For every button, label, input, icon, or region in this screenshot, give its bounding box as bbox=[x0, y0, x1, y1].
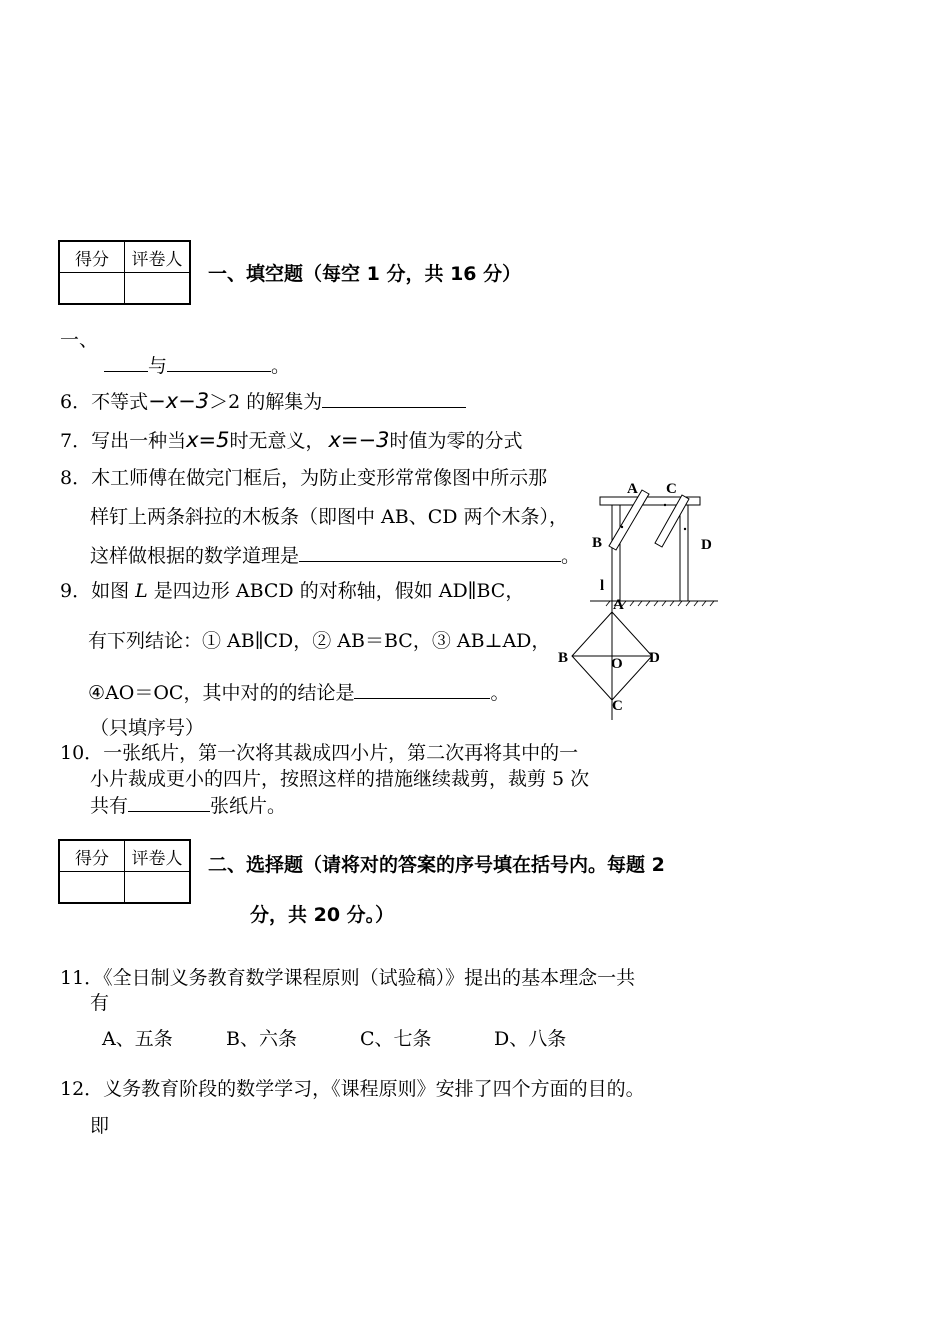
q5-mid: 与 bbox=[148, 355, 168, 377]
q5-line bbox=[104, 352, 290, 378]
label-c: C bbox=[612, 698, 623, 714]
score-box-section2 bbox=[58, 839, 191, 904]
section2-title-line1: 二、选择题（请将对的答案的序号填在括号内。每题 2 bbox=[208, 854, 665, 876]
nail-dot bbox=[664, 504, 666, 506]
grader-cell bbox=[125, 872, 191, 904]
q7-mid: 时无意义， bbox=[229, 430, 325, 452]
section1-title: 一、填空题（每空 1 分，共 16 分） bbox=[208, 263, 522, 285]
q9-line1 bbox=[60, 579, 524, 603]
score-label: 得分 bbox=[59, 840, 125, 872]
q9-line4: （只填序号） bbox=[90, 717, 205, 739]
q8-line1: 8．木工师傅在做完门框后，为防止变形常常像图中所示那 bbox=[60, 467, 548, 489]
q9-line1-suffix: 是四边形 ABCD 的对称轴，假如 AD∥BC， bbox=[147, 580, 525, 602]
q8-line2: 样钉上两条斜拉的木板条（即图中 AB、CD 两个木条）， bbox=[90, 506, 569, 528]
q11-line2: 有 bbox=[90, 992, 110, 1014]
score-label: 得分 bbox=[59, 241, 125, 273]
label-a: A bbox=[613, 597, 624, 613]
q11-line1: 11．《全日制义务教育数学课程原则（试验稿）》提出的基本理念一共 bbox=[60, 967, 636, 989]
q7-expression-2: x=−3 bbox=[328, 428, 390, 452]
q9-line2: 有下列结论：① AB∥CD，② AB＝BC，③ AB⊥AD， bbox=[88, 630, 551, 652]
label-d: D bbox=[649, 650, 660, 666]
q11-option-a[interactable]: A、五条 bbox=[102, 1028, 173, 1050]
brace-ab bbox=[609, 490, 649, 550]
q11-option-d[interactable]: D、八条 bbox=[494, 1028, 567, 1050]
q6-middle: ＞2 的解集为 bbox=[209, 391, 323, 413]
q7-expression-1: x=5 bbox=[186, 428, 230, 452]
q11-option-c[interactable]: C、七条 bbox=[360, 1028, 432, 1050]
q7-prefix: 7．写出一种当 bbox=[60, 430, 187, 452]
score-cell bbox=[59, 872, 125, 904]
q9-line3-prefix: ④AO＝OC，其中对的的结论是 bbox=[88, 682, 355, 704]
q6-expression: −x−3 bbox=[148, 389, 210, 413]
label-b: B bbox=[558, 650, 569, 666]
label-c: C bbox=[666, 481, 677, 497]
q10-line3-suffix: 张纸片。 bbox=[210, 795, 287, 817]
q8-line3-prefix: 这样做根据的数学道理是 bbox=[90, 545, 300, 567]
q8-answer-blank[interactable] bbox=[299, 542, 561, 562]
q7 bbox=[60, 428, 523, 453]
label-b: B bbox=[592, 535, 603, 551]
section2-title-line2: 分，共 20 分。） bbox=[250, 904, 395, 926]
q5-blank-1[interactable] bbox=[104, 352, 148, 372]
q10-line2: 小片裁成更小的四片，按照这样的措施继续裁剪，裁剪 5 次 bbox=[90, 768, 590, 790]
q8-line3-suffix: 。 bbox=[561, 545, 581, 567]
q6-prefix: 6．不等式 bbox=[60, 391, 149, 413]
q11-option-b[interactable]: B、六条 bbox=[226, 1028, 297, 1050]
q9-line1-prefix: 9．如图 bbox=[60, 580, 136, 602]
q10-line3-prefix: 共有 bbox=[90, 795, 129, 817]
label-l: l bbox=[600, 578, 605, 594]
q10-line3 bbox=[90, 792, 286, 818]
q5-blank-2[interactable] bbox=[167, 352, 271, 372]
q9-line3 bbox=[88, 679, 509, 705]
q7-suffix: 时值为零的分式 bbox=[389, 430, 523, 452]
q6 bbox=[60, 388, 466, 414]
quadrilateral-figure bbox=[550, 574, 680, 724]
q9-answer-blank[interactable] bbox=[354, 679, 490, 699]
label-d: D bbox=[701, 537, 712, 553]
label-a: A bbox=[627, 481, 638, 497]
grader-label: 评卷人 bbox=[125, 840, 191, 872]
score-box-section1 bbox=[58, 240, 191, 305]
q6-answer-blank[interactable] bbox=[322, 388, 466, 408]
grader-cell bbox=[125, 273, 191, 305]
q12-line1: 12．义务教育阶段的数学学习，《课程原则》安排了四个方面的目的。 bbox=[60, 1078, 645, 1100]
q10-answer-blank[interactable] bbox=[128, 792, 210, 812]
grader-label: 评卷人 bbox=[125, 241, 191, 273]
q12-line2: 即 bbox=[90, 1115, 110, 1137]
q9-variable-l: L bbox=[135, 580, 148, 602]
q9-line3-suffix: 。 bbox=[490, 682, 510, 704]
door-frame-right-post bbox=[680, 505, 688, 601]
label-o: O bbox=[611, 656, 623, 672]
score-cell bbox=[59, 273, 125, 305]
brace-cd bbox=[655, 495, 689, 547]
nail-dot bbox=[621, 526, 623, 528]
q8-line3 bbox=[90, 542, 580, 568]
q5-end: 。 bbox=[271, 355, 291, 377]
nail-dot bbox=[684, 528, 686, 530]
q10-line1: 10．一张纸片，第一次将其裁成四小片，第二次再将其中的一 bbox=[60, 742, 579, 764]
q5-fragment: 一、 bbox=[60, 329, 99, 351]
